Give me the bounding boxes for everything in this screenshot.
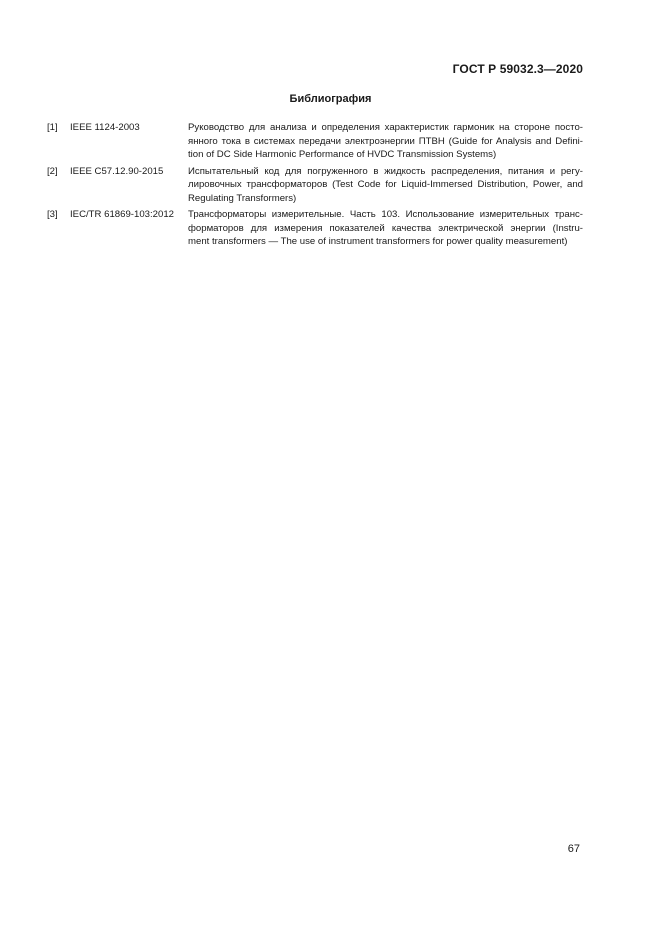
- bibliography-entry: [47, 208, 583, 249]
- entry-description-line: Руководство для анализа и определения характеристик гармоник на стороне посто-: [188, 122, 583, 133]
- entry-description-line: Трансформаторы измерительные. Часть 103. Использование измерительных транс-: [188, 209, 583, 220]
- bibliography-list: [47, 121, 583, 252]
- entry-number: [1]: [47, 122, 58, 133]
- entry-description-line: ment transformers — The use of instrument transformers for power quality measurement): [188, 236, 568, 247]
- entry-description-line: форматоров для измерения показателей качества электрической энергии (Instru-: [188, 222, 583, 234]
- entry-standard-code: IEEE 1124-2003: [70, 122, 140, 133]
- entry-standard-code: IEC/TR 61869-103:2012: [70, 209, 174, 220]
- document-header-standard-id: ГОСТ Р 59032.3—2020: [452, 62, 583, 76]
- page-number: 67: [567, 843, 580, 855]
- entry-description: [188, 165, 583, 206]
- bibliography-entry: [47, 121, 583, 162]
- entry-description-line: Regulating Transformers): [188, 192, 297, 204]
- entry-number: [3]: [47, 209, 58, 220]
- entry-description-line: tion of DC Side Harmonic Performance of HVDC Transmission Systems): [188, 149, 497, 160]
- entry-number: [2]: [47, 165, 58, 177]
- entry-description: [188, 208, 583, 249]
- entry-description-line: янного тока в системах передачи электроэнергии ПТВН (Guide for Analysis and Defini-: [188, 135, 583, 147]
- bibliography-entry: [47, 165, 583, 206]
- section-title: Библиография: [289, 93, 372, 105]
- entry-description-line: Испытательный код для погруженного в жидкость распределения, питания и регу-: [188, 165, 583, 177]
- entry-standard-code: IEEE C57.12.90-2015: [70, 165, 164, 177]
- entry-description-line: лировочных трансформаторов (Test Code for Liquid-Immersed Distribution, Power, and: [188, 179, 583, 190]
- entry-description: [188, 121, 583, 162]
